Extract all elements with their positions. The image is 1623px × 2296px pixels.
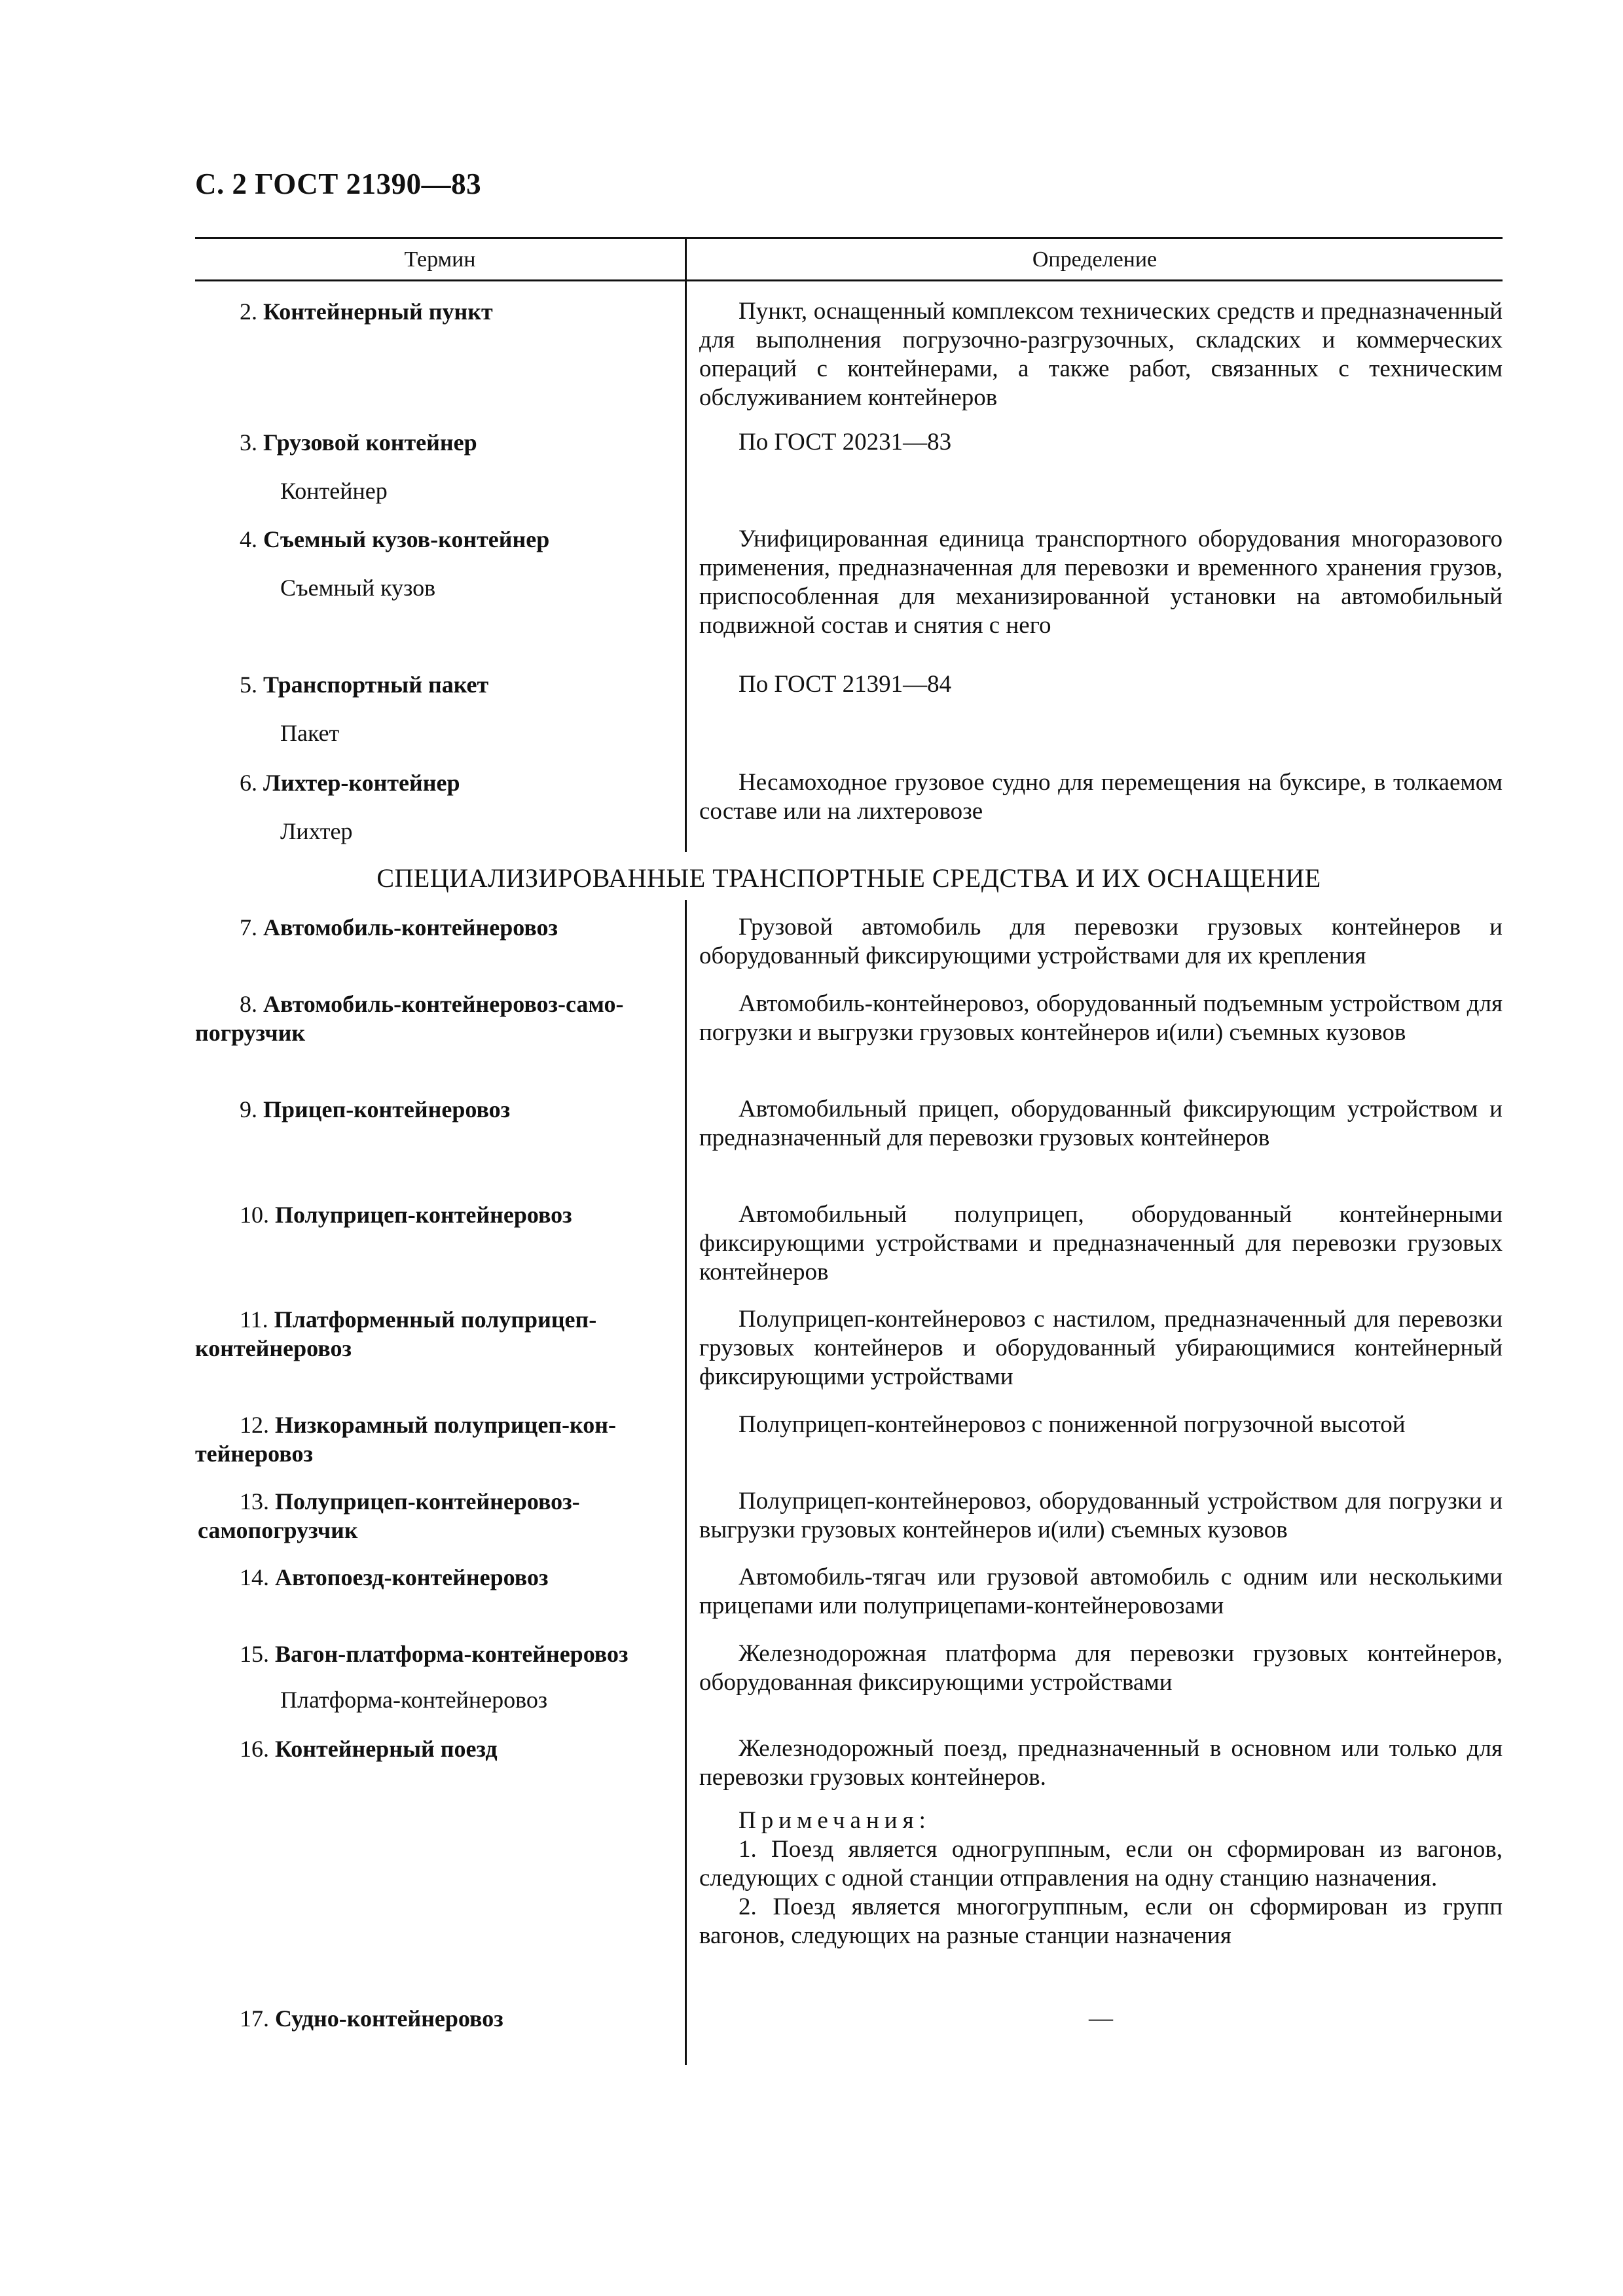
definition-text: Автомобильный прицеп, оборудованный фиксирующим устройством и предназначенный для перевозки грузовых контейнеров: [699, 1096, 1503, 1151]
term-number: 12.: [240, 1412, 269, 1438]
definition-text: Полуприцеп-контейнеровоз, оборудованный устройством для погрузки и выгрузки грузовых контейнеров и(или) съемных кузовов: [699, 1488, 1503, 1543]
term-synonym: Контейнер: [280, 478, 388, 504]
term-number: 15.: [240, 1641, 269, 1667]
term-number: 13.: [240, 1488, 269, 1515]
term-text: Автомобиль-контейнеровоз: [263, 914, 558, 941]
term-cell: [195, 428, 670, 505]
definition-cell: [699, 990, 1503, 1047]
definition-text: Железнодорожный поезд, предназначенный в основном или только для перевозки грузовых контейнеров.: [699, 1735, 1503, 1791]
definition-cell: [699, 525, 1503, 640]
term-cell: [195, 1410, 670, 1468]
term-number: 7.: [240, 914, 257, 941]
term-text-continued: погрузчик: [195, 1020, 306, 1046]
term-cell: [195, 2004, 670, 2033]
definition-cell: [699, 1487, 1503, 1545]
column-header-term: Термин: [404, 247, 476, 272]
term-text: Платформенный полуприцеп-: [274, 1306, 597, 1333]
term-number: 5.: [240, 672, 257, 698]
term-cell: [195, 525, 670, 602]
column-divider-1: [685, 237, 687, 852]
term-text: Транспортный пакет: [263, 672, 489, 698]
definition-cell: [699, 1734, 1503, 1950]
page-header: С. 2 ГОСТ 21390—83: [195, 168, 482, 200]
term-text: Контейнерный поезд: [275, 1736, 498, 1762]
term-cell: [195, 990, 670, 1047]
term-text: Контейнерный пункт: [263, 298, 493, 325]
term-cell: [195, 768, 670, 846]
term-text: Низкорамный полуприцеп-кон-: [275, 1412, 617, 1438]
term-cell: [195, 1734, 670, 1763]
table-top-rule: [195, 237, 1503, 239]
term-synonym: Платформа-контейнеровоз: [280, 1687, 548, 1713]
definition-cell: [699, 913, 1503, 971]
definition-cell: [699, 1640, 1503, 1697]
term-text: Прицеп-контейнеровоз: [263, 1096, 511, 1122]
definition-text: Унифицированная единица транспортного оборудования многоразового применения, предназначенная для перевозки и временного хранения грузов, приспособленная для механизированной установки на автомобильный подвижной состав и снятия с него: [699, 526, 1503, 639]
term-text: Грузовой контейнер: [263, 429, 477, 456]
term-text: Лихтер-контейнер: [263, 770, 460, 796]
definition-text: Автомобиль-тягач или грузовой автомобиль с одним или несколькими прицепами или полуприцепами-контейнеровозами: [699, 1564, 1503, 1619]
definition-text: Полуприцеп-контейнеровоз с пониженной погрузочной высотой: [739, 1411, 1406, 1438]
term-cell: [195, 913, 670, 942]
term-number: 3.: [240, 429, 257, 456]
term-cell: [195, 670, 670, 747]
term-cell: [195, 1487, 670, 1545]
definition-text: Автомобиль-контейнеровоз, оборудованный подъемным устройством для погрузки и выгрузки грузовых контейнеров и(или) съемных кузовов: [699, 990, 1503, 1046]
term-number: 2.: [240, 298, 257, 325]
term-text-continued: самопогрузчик: [198, 1517, 358, 1543]
term-text: Съемный кузов-контейнер: [263, 526, 550, 552]
term-text: Автомобиль-контейнеровоз-само-: [263, 991, 624, 1017]
term-text: Полуприцеп-контейнеровоз: [275, 1202, 572, 1228]
column-header-definition: Определение: [1032, 247, 1158, 272]
definition-text: Пункт, оснащенный комплексом технических средств и предназначенный для выполнения погрузочно-разгрузочных, складских и коммерческих операций с контейнерами, а также работ, связанных с техническим обслуживанием контейнеров: [699, 298, 1503, 411]
definition-text: Железнодорожная платформа для перевозки грузовых контейнеров, оборудованная фиксирующими устройствами: [699, 1640, 1503, 1696]
definition-text: По ГОСТ 21391—84: [739, 671, 952, 698]
term-cell: [195, 1563, 670, 1592]
column-divider-2: [685, 900, 687, 2065]
term-number: 17.: [240, 2005, 269, 2032]
definition-text: Несамоходное грузовое судно для перемещения на буксире, в толкаемом составе или на лихтеровозе: [699, 769, 1503, 825]
term-number: 9.: [240, 1096, 257, 1122]
definition-cell: [699, 670, 1503, 699]
term-synonym: Пакет: [280, 720, 340, 746]
term-text: Судно-контейнеровоз: [275, 2005, 503, 2032]
definition-cell: [699, 768, 1503, 826]
definition-cell: [699, 2004, 1503, 2033]
note-item: 2. Поезд является многогруппным, если он сформирован из групп вагонов, следующих на разные станции назначения: [699, 1893, 1503, 1949]
definition-text: Грузовой автомобиль для перевозки грузовых контейнеров и оборудованный фиксирующими устройствами для их крепления: [699, 914, 1503, 969]
definition-text: Полуприцеп-контейнеровоз с настилом, предназначенный для перевозки грузовых контейнеров и оборудованный убирающимися контейнерный фиксирующими устройствами: [699, 1306, 1503, 1390]
term-synonym: Съемный кузов: [280, 575, 436, 601]
definition-cell: [699, 297, 1503, 412]
term-cell: [195, 1095, 670, 1124]
term-number: 16.: [240, 1736, 269, 1762]
definition-text: —: [1089, 2005, 1113, 2032]
term-cell: [195, 1640, 670, 1714]
table-header-rule: [195, 279, 1503, 281]
term-number: 10.: [240, 1202, 269, 1228]
definition-text: По ГОСТ 20231—83: [739, 429, 952, 456]
term-text: Вагон-платформа-контейнеровоз: [275, 1641, 629, 1667]
term-cell: [195, 1305, 670, 1363]
term-synonym: Лихтер: [280, 818, 353, 844]
section-title: СПЕЦИАЛИЗИРОВАННЫЕ ТРАНСПОРТНЫЕ СРЕДСТВА И ИХ ОСНАЩЕНИЕ: [376, 863, 1321, 893]
definition-cell: [699, 428, 1503, 457]
term-number: 6.: [240, 770, 257, 796]
term-cell: [195, 297, 670, 326]
term-number: 8.: [240, 991, 257, 1017]
definition-cell: [699, 1305, 1503, 1391]
term-text-continued: контейнеровоз: [195, 1335, 352, 1361]
term-text: Полуприцеп-контейнеровоз-: [275, 1488, 580, 1515]
term-text-continued: тейнеровоз: [195, 1441, 313, 1467]
notes-title: Примечания:: [739, 1807, 931, 1834]
term-number: 11.: [240, 1306, 268, 1333]
definition-cell: [699, 1410, 1503, 1439]
definition-text: Автомобильный полуприцеп, оборудованный контейнерными фиксирующими устройствами и предназначенный для перевозки грузовых контейнеров: [699, 1201, 1503, 1285]
note-item: 1. Поезд является одногруппным, если он сформирован из вагонов, следующих с одной станции отправления на одну станцию назначения.: [699, 1836, 1503, 1892]
definition-cell: [699, 1200, 1503, 1287]
term-text: Автопоезд-контейнеровоз: [275, 1564, 549, 1590]
term-cell: [195, 1200, 670, 1229]
term-number: 4.: [240, 526, 257, 552]
definition-cell: [699, 1563, 1503, 1621]
term-number: 14.: [240, 1564, 269, 1590]
definition-cell: [699, 1095, 1503, 1153]
